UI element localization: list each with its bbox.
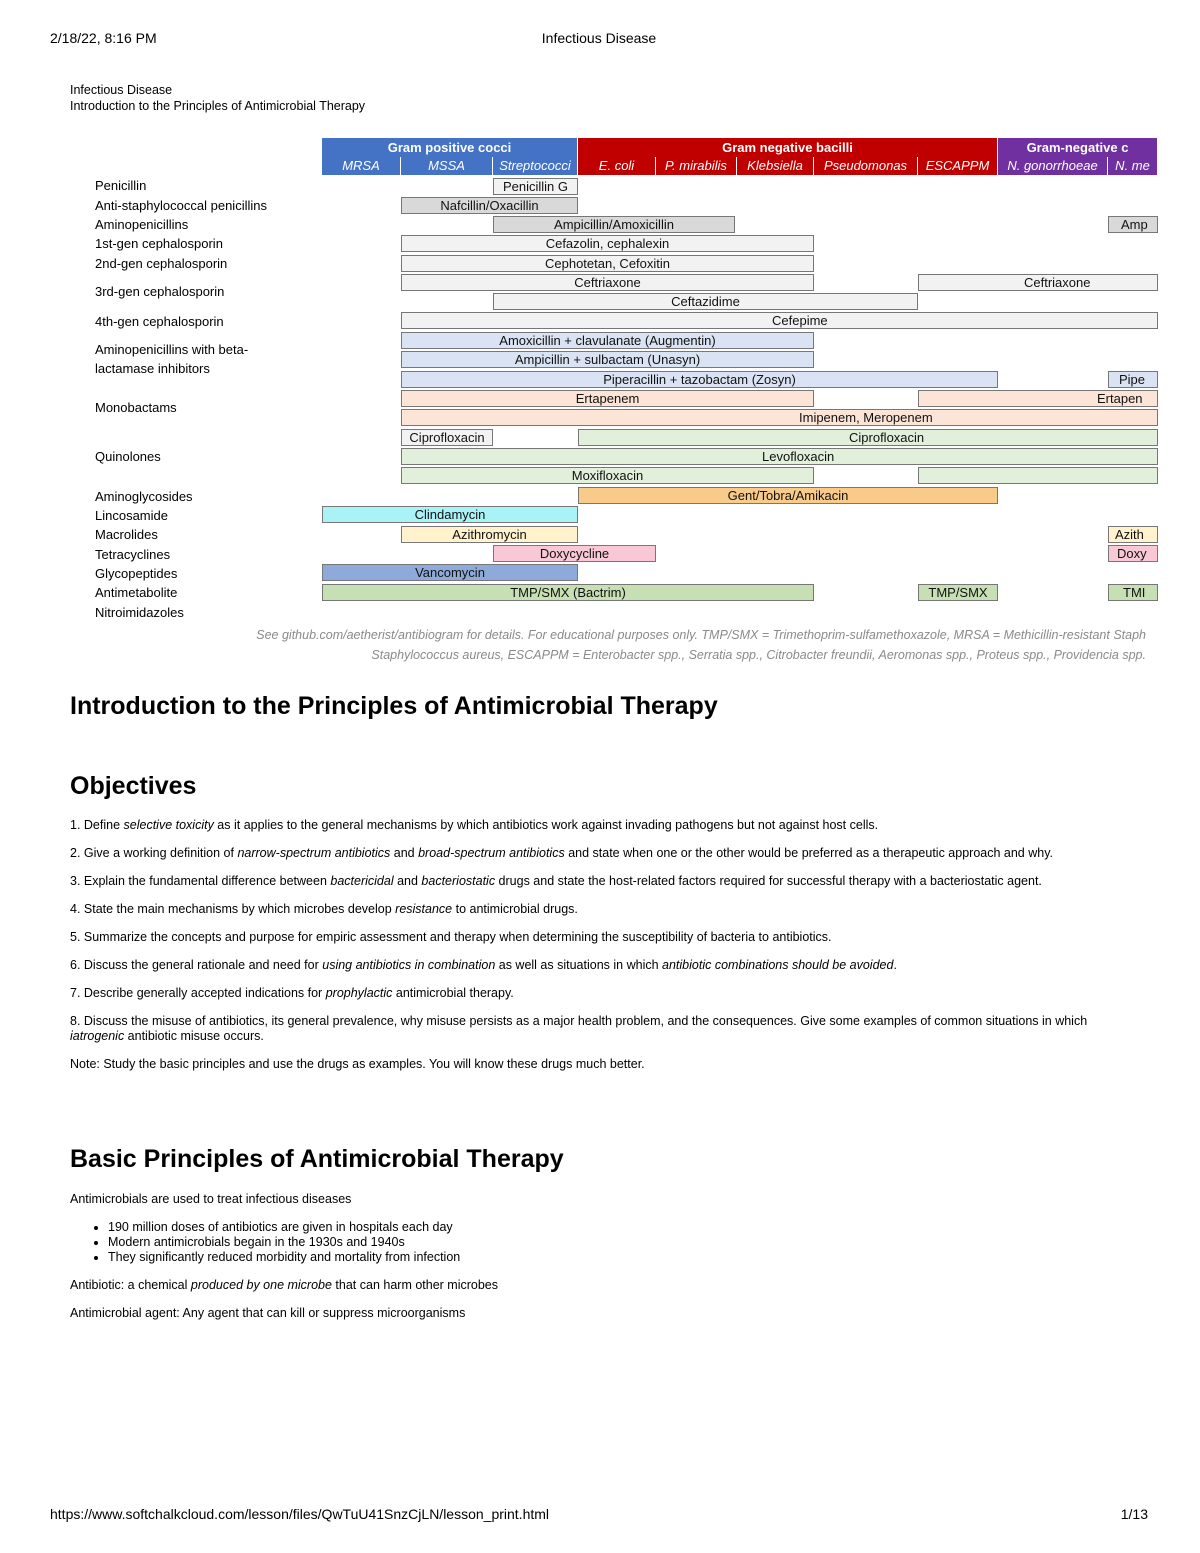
page-title: Introduction to the Principles of Antimicrobial Therapy bbox=[70, 692, 718, 720]
class-label: Antimetabolite bbox=[95, 585, 178, 600]
organism-e-coli: E. coli bbox=[578, 157, 656, 175]
drug-bar-imipenem: Imipenem, Meropenem bbox=[401, 409, 1158, 426]
class-label: Aminoglycosides bbox=[95, 489, 193, 504]
print-date: 2/18/22, 8:16 PM bbox=[50, 30, 157, 46]
antibiotic-definition: Antibiotic: a chemical produced by one microbe that can harm other microbes bbox=[70, 1278, 498, 1292]
objectives-heading: Objectives bbox=[70, 772, 197, 800]
basic-principles-body bbox=[70, 1192, 1130, 1334]
drug-bar-ciprofloxacin-gram-pos: Ciprofloxacin bbox=[401, 429, 493, 446]
class-label: Nitroimidazoles bbox=[95, 605, 184, 620]
drug-bar-ceftriaxone: Ceftriaxone bbox=[401, 274, 814, 291]
class-label: 1st-gen cephalosporin bbox=[95, 236, 223, 251]
drug-bar-zosyn: Piperacillin + tazobactam (Zosyn) bbox=[401, 371, 998, 388]
drug-bar-cefazolin: Cefazolin, cephalexin bbox=[401, 235, 814, 252]
class-label: Aminopenicillins bbox=[95, 217, 189, 232]
antibiogram-footnote: See github.com/aetherist/antibiogram for details. For educational purposes only. TMP/SMX = Trimethoprim-sulfamethoxazole, MRSA = Methicillin-resistant Staph bbox=[256, 628, 1146, 642]
drug-bar-tmp-smx-escappm: TMP/SMX bbox=[918, 584, 998, 601]
class-label: 4th-gen cephalosporin bbox=[95, 314, 224, 329]
class-label: Lincosamide bbox=[95, 508, 168, 523]
drug-bar-azithromycin-cut: Azith bbox=[1108, 526, 1158, 543]
print-header bbox=[50, 30, 1148, 50]
organism-escappm: ESCAPPM bbox=[918, 157, 998, 175]
organism-p-mirabilis: P. mirabilis bbox=[656, 157, 737, 175]
drug-bar-aminoglycosides: Gent/Tobra/Amikacin bbox=[578, 487, 998, 504]
class-label: lactamase inhibitors bbox=[95, 361, 210, 376]
drug-bar-augmentin: Amoxicillin + clavulanate (Augmentin) bbox=[401, 332, 814, 349]
class-label: Penicillin bbox=[95, 178, 147, 193]
class-label: 2nd-gen cephalosporin bbox=[95, 256, 228, 271]
list-item: • Modern antimicrobials begain in the 1930s and 1940s bbox=[108, 1235, 1130, 1250]
drug-bar-moxifloxacin-gram-neg bbox=[918, 467, 1158, 484]
drug-bar-ampicillin: Ampicillin/Amoxicillin bbox=[493, 216, 735, 233]
class-label: Quinolones bbox=[95, 449, 161, 464]
drug-bar-tmp-smx: TMP/SMX (Bactrim) bbox=[322, 584, 814, 601]
drug-bar-levofloxacin: Levofloxacin bbox=[401, 448, 1158, 465]
drug-bar-cefepime: Cefepime bbox=[401, 312, 1158, 329]
basic-principles-heading: Basic Principles of Antimicrobial Therapy bbox=[70, 1145, 564, 1173]
objective-item: 8. Discuss the misuse of antibiotics, its general prevalence, why misuse persists as a major health problem, and the consequences. Give some examples of common situations in which iatrogenic antibiotic misuse occurs. bbox=[70, 1014, 1088, 1043]
drug-bar-zosyn-cut: Pipe bbox=[1108, 371, 1158, 388]
print-title: Infectious Disease bbox=[541, 30, 657, 46]
drug-bar-ertapenem-cut: Ertapen bbox=[918, 390, 1158, 407]
drug-bar-penicillin-g: Penicillin G bbox=[493, 178, 578, 195]
class-label: Anti-staphylococcal penicillins bbox=[95, 198, 267, 213]
organism-streptococci: Streptococci bbox=[493, 157, 578, 175]
drug-bar-cephotetan: Cephotetan, Cefoxitin bbox=[401, 255, 814, 272]
page-number: 1/13 bbox=[1120, 1506, 1148, 1522]
lesson-name: Introduction to the Principles of Antimicrobial Therapy bbox=[70, 99, 366, 113]
group-header-gram-negative-bacilli: Gram negative bacilli bbox=[578, 138, 998, 157]
objective-item: 3. Explain the fundamental difference between bactericidal and bacteriostatic drugs and state the host-related factors required for successful therapy with a bacteriostatic agent. bbox=[70, 874, 1042, 888]
drug-bar-moxifloxacin: Moxifloxacin bbox=[401, 467, 814, 484]
drug-bar-doxycycline: Doxycycline bbox=[493, 545, 656, 562]
objective-item: 5. Summarize the concepts and purpose for empiric assessment and therapy when determining the susceptibility of bacteria to antibiotics. bbox=[70, 930, 832, 944]
drug-bar-ertapenem: Ertapenem bbox=[401, 390, 814, 407]
group-header-gram-negative-cocci: Gram-negative c bbox=[998, 138, 1158, 157]
objective-item: 7. Describe generally accepted indications for prophylactic antimicrobial therapy. bbox=[70, 986, 514, 1000]
class-label: Glycopeptides bbox=[95, 566, 178, 581]
drug-bar-azithromycin: Azithromycin bbox=[401, 526, 578, 543]
list-item: • They significantly reduced morbidity and mortality from infection bbox=[108, 1250, 1130, 1265]
drug-bar-unasyn: Ampicillin + sulbactam (Unasyn) bbox=[401, 351, 814, 368]
page-url: https://www.softchalkcloud.com/lesson/files/QwTuU41SnzCjLN/lesson_print.html bbox=[50, 1506, 550, 1522]
course-breadcrumb bbox=[70, 82, 365, 114]
intro-text: Antimicrobials are used to treat infectious diseases bbox=[70, 1192, 352, 1206]
antibiogram-footnote: Staphylococcus aureus, ESCAPPM = Enterobacter spp., Serratia spp., Citrobacter freundii, Aeromonas spp., Proteus spp., Providencia spp. bbox=[371, 648, 1146, 662]
organism-pseudomonas: Pseudomonas bbox=[814, 157, 918, 175]
organism-klebsiella: Klebsiella bbox=[737, 157, 814, 175]
group-header-gram-positive-cocci: Gram positive cocci bbox=[322, 138, 578, 157]
objective-item: 4. State the main mechanisms by which microbes develop resistance to antimicrobial drugs. bbox=[70, 902, 578, 916]
organism-n-gonorrhoeae: N. gonorrhoeae bbox=[998, 157, 1108, 175]
antimicrobial-agent-definition: Antimicrobial agent: Any agent that can kill or suppress microorganisms bbox=[70, 1306, 466, 1320]
drug-bar-ciprofloxacin: Ciprofloxacin bbox=[578, 429, 1158, 446]
antibiogram-chart bbox=[0, 136, 1150, 662]
course-name: Infectious Disease bbox=[70, 83, 173, 97]
study-note: Note: Study the basic principles and use the drugs as examples. You will know these drugs much better. bbox=[70, 1057, 645, 1071]
drug-bar-tmp-smx-cut: TMI bbox=[1108, 584, 1158, 601]
list-item: • 190 million doses of antibiotics are given in hospitals each day bbox=[108, 1220, 1130, 1235]
drug-bar-ceftriaxone-gram-neg: Ceftriaxone bbox=[918, 274, 1158, 291]
objective-item: 2. Give a working definition of narrow-spectrum antibiotics and broad-spectrum antibiotics and state when one or the other would be preferred as a therapeutic approach and why. bbox=[70, 846, 1053, 860]
organism-n-meningitidis: N. me bbox=[1108, 157, 1158, 175]
drug-bar-nafcillin: Nafcillin/Oxacillin bbox=[401, 197, 578, 214]
class-label: Aminopenicillins with beta- bbox=[95, 342, 249, 357]
class-label: Tetracyclines bbox=[95, 547, 171, 562]
objective-item: 6. Discuss the general rationale and need for using antibiotics in combination as well as situations in which antibiotic combinations should be avoided. bbox=[70, 958, 897, 972]
organism-mssa: MSSA bbox=[401, 157, 493, 175]
organism-mrsa: MRSA bbox=[322, 157, 401, 175]
drug-bar-ceftazidime: Ceftazidime bbox=[493, 293, 918, 310]
objective-item: 1. Define selective toxicity as it applies to the general mechanisms by which antibiotics work against invading pathogens but not against host cells. bbox=[70, 818, 879, 832]
objectives-list bbox=[70, 818, 1130, 1085]
class-label: 3rd-gen cephalosporin bbox=[95, 284, 225, 299]
drug-bar-doxycycline-cut: Doxy bbox=[1108, 545, 1158, 562]
class-label: Macrolides bbox=[95, 527, 158, 542]
drug-bar-vancomycin: Vancomycin bbox=[322, 564, 578, 581]
drug-bar-ampicillin-cut: Amp bbox=[1108, 216, 1158, 233]
facts-list bbox=[70, 1220, 1130, 1265]
drug-bar-clindamycin: Clindamycin bbox=[322, 506, 578, 523]
class-label: Monobactams bbox=[95, 400, 177, 415]
